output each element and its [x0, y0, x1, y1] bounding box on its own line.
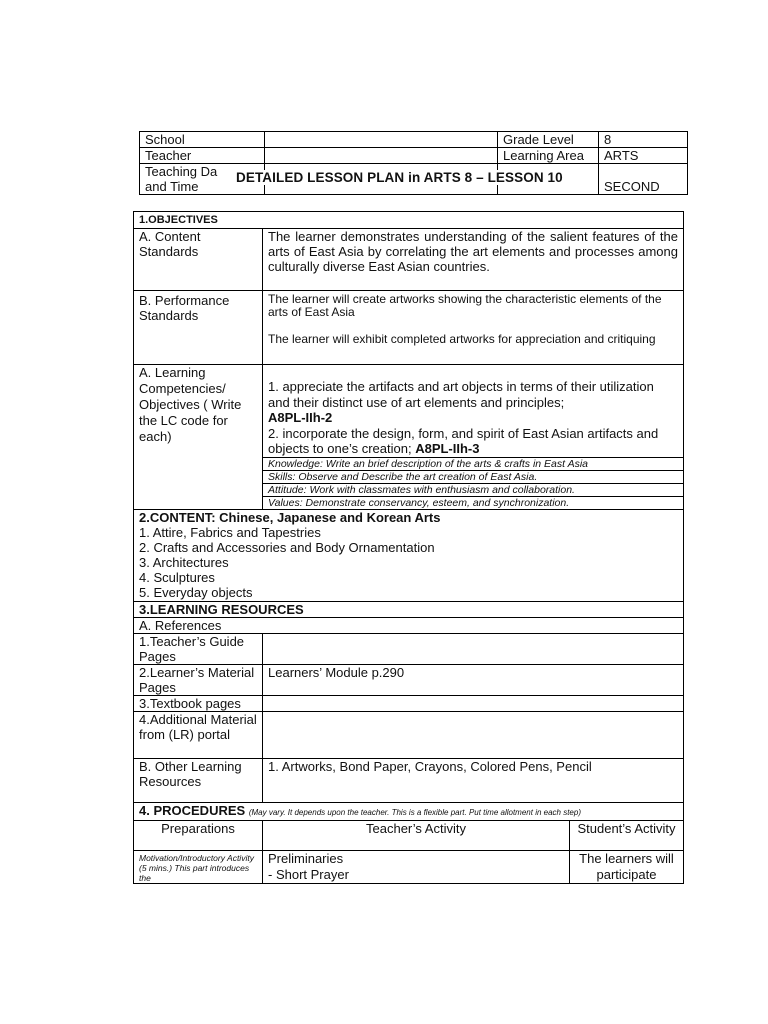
content-item: 2. Crafts and Accessories and Body Ornamentation — [139, 539, 435, 555]
resources-heading: 3.LEARNING RESOURCES — [134, 601, 684, 617]
competency-2: 2. incorporate the design, form, and spirit of East Asian artifacts and objects to one’s creation; — [268, 425, 659, 456]
additional-material-value — [263, 711, 684, 758]
procedures-heading-row — [134, 802, 684, 820]
skills-objective: Skills: Observe and Describe the art creation of East Asia. — [263, 470, 684, 483]
objectives-heading: 1.OBJECTIVES — [134, 212, 684, 229]
knowledge-objective: Knowledge: Write an brief description of the arts & crafts in East Asia — [263, 457, 684, 470]
student-activity-column-header: Student’s Activity — [570, 820, 684, 850]
quarter-value-text: SECOND — [604, 179, 660, 194]
procedures-heading-cell — [134, 802, 684, 820]
content-item: 1. Attire, Fabrics and Tapestries — [139, 524, 321, 540]
resources-heading-row — [134, 601, 684, 617]
objectives-heading-row — [134, 212, 684, 229]
content-heading: 2.CONTENT: Chinese, Japanese and Korean Arts — [139, 509, 441, 525]
lesson-plan-title: DETAILED LESSON PLAN in ARTS 8 – LESSON 10 — [236, 170, 563, 185]
teacher-activity-column-header: Teacher’s Activity — [263, 820, 570, 850]
teachers-guide-row — [134, 633, 684, 664]
textbook-row — [134, 695, 684, 711]
content-section — [134, 509, 684, 601]
additional-material-label: 4.Additional Material from (LR) portal — [134, 711, 263, 758]
performance-standard-1: The learner will create artworks showing the characteristic elements of the arts of East Asia — [268, 292, 662, 319]
teaching-date-label-line1: Teaching Da — [145, 164, 218, 179]
procedure-teacher-activity — [263, 850, 570, 883]
teacher-label: Teacher — [140, 148, 265, 164]
learning-area-label: Learning Area — [498, 148, 599, 164]
content-item: 3. Architectures — [139, 554, 229, 570]
header-table — [139, 131, 688, 195]
school-label: School — [140, 132, 265, 148]
learners-material-label: 2.Learner’s Material Pages — [134, 664, 263, 695]
learners-material-row — [134, 664, 684, 695]
content-row — [134, 509, 684, 601]
teacher-row — [140, 148, 688, 164]
values-objective: Values: Demonstrate conservancy, esteem, and synchronization. — [263, 496, 684, 509]
competency-1-code: A8PL-IIh-2 — [268, 410, 333, 425]
performance-standards-row — [134, 291, 684, 365]
teachers-guide-label: 1.Teacher’s Guide Pages — [134, 633, 263, 664]
performance-standard-2: The learner will exhibit completed artworks for appreciation and critiquing — [268, 332, 656, 346]
procedures-note: (May vary. It depends upon the teacher. This is a flexible part. Put time allotment in each step) — [248, 807, 581, 817]
references-row — [134, 617, 684, 633]
content-standards-text: The learner demonstrates understanding of the salient features of the arts of East Asia by correlating the art elements and processes among culturally diverse East Asian countries. — [263, 229, 684, 291]
teaching-date-label-line2: and Time — [145, 179, 199, 194]
teachers-guide-value — [263, 633, 684, 664]
competencies-label: A. Learning Competencies/ Objectives ( Write the LC code for each) — [134, 365, 263, 510]
procedure-preparation: Motivation/Introductory Activity (5 mins.) This part introduces the — [134, 850, 263, 883]
other-resources-label: B. Other Learning Resources — [134, 758, 263, 802]
lesson-plan-table — [133, 211, 684, 884]
references-label: A. References — [134, 617, 684, 633]
teacher-activity-line: - Short Prayer — [268, 866, 349, 882]
teacher-value — [265, 148, 498, 164]
competency-1: 1. appreciate the artifacts and art objects in terms of their utilization and their distinct use of art elements and principles; — [268, 379, 654, 410]
content-standards-row — [134, 229, 684, 291]
content-item: 4. Sculptures — [139, 569, 215, 585]
school-value — [265, 132, 498, 148]
quarter-value — [599, 164, 688, 195]
procedures-heading: 4. PROCEDURES — [139, 802, 246, 818]
procedures-columns-row — [134, 820, 684, 850]
competency-2-code: A8PL-IIh-3 — [415, 441, 480, 456]
procedure-row — [134, 850, 684, 883]
competencies-row — [134, 365, 684, 458]
other-resources-row — [134, 758, 684, 802]
teacher-activity-line: Preliminaries — [268, 850, 344, 866]
competencies-text — [263, 365, 684, 458]
content-item: 5. Everyday objects — [139, 584, 253, 600]
textbook-label: 3.Textbook pages — [134, 695, 263, 711]
performance-standards-text — [263, 291, 684, 365]
learners-material-value: Learners’ Module p.290 — [263, 664, 684, 695]
attitude-objective: Attitude: Work with classmates with enthusiasm and collaboration. — [263, 483, 684, 496]
other-resources-value: 1. Artworks, Bond Paper, Crayons, Colored Pens, Pencil — [263, 758, 684, 802]
grade-level-label: Grade Level — [498, 132, 599, 148]
additional-material-row — [134, 711, 684, 758]
learning-area-value: ARTS — [599, 148, 688, 164]
procedure-student-activity: The learners will participate — [570, 850, 684, 883]
performance-standards-label: B. Performance Standards — [134, 291, 263, 365]
preparations-column-header: Preparations — [134, 820, 263, 850]
content-standards-label: A. Content Standards — [134, 229, 263, 291]
school-row — [140, 132, 688, 148]
textbook-value — [263, 695, 684, 711]
grade-level-value: 8 — [599, 132, 688, 148]
